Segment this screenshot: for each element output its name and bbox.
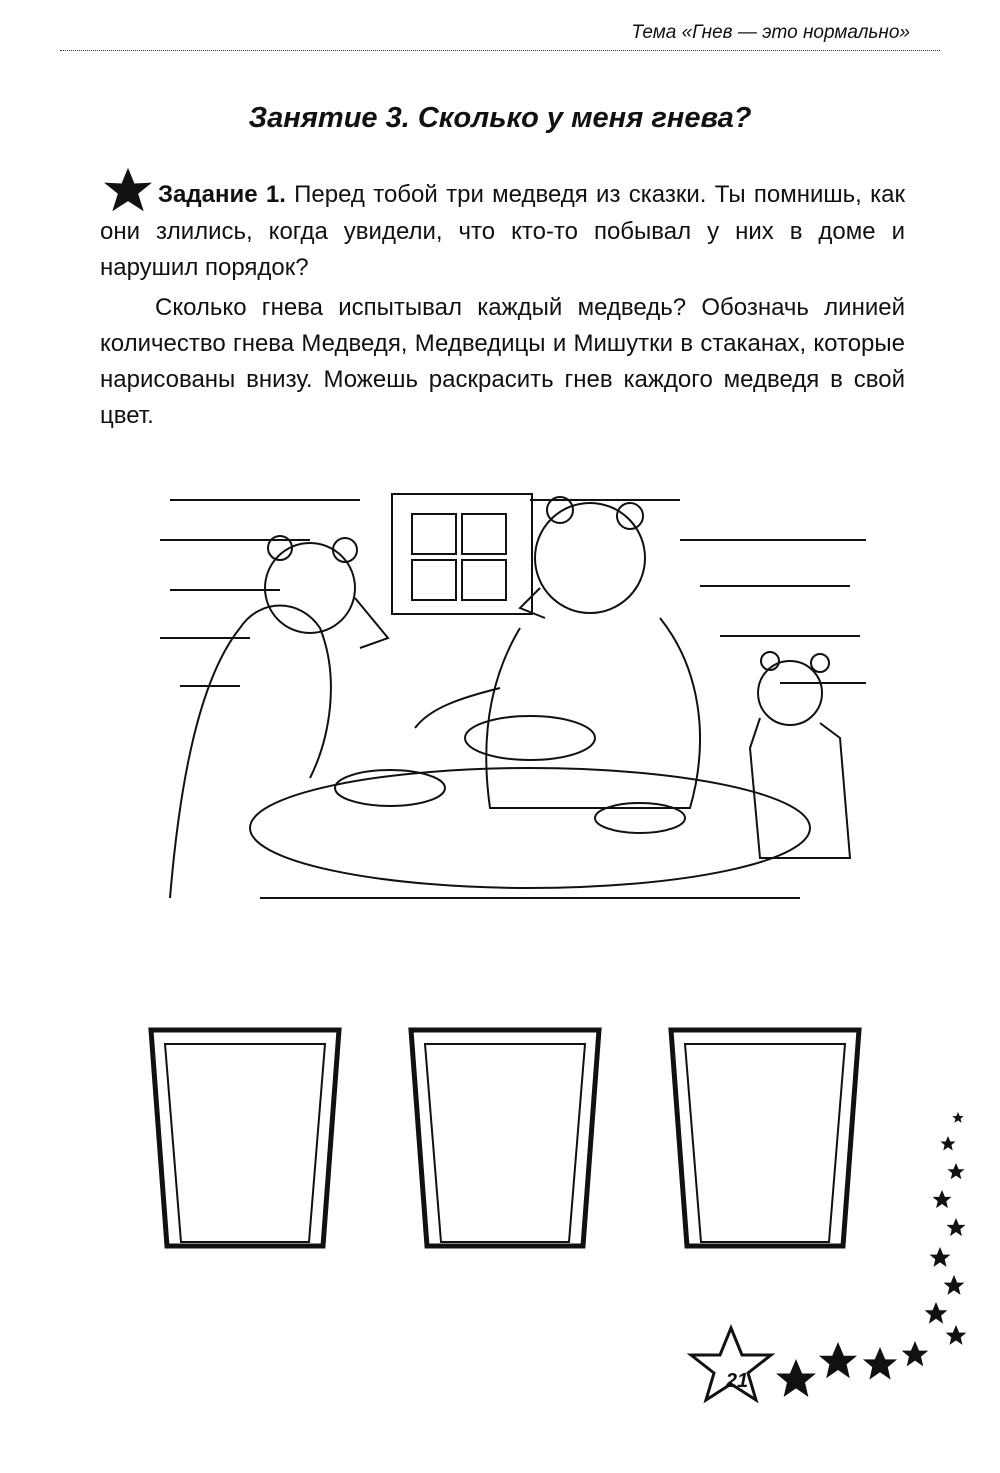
- decorative-stars: [680, 1100, 1000, 1473]
- task-instruction: Сколько гнева испытывал каждый медведь? Обозначь линией количество гнева Медведя, Медведицы и Мишутки в стаканах, которые нарисованы внизу. Можешь раскрасить гнев каждого медведя в свой цвет.: [100, 294, 905, 429]
- task-label: Задание 1.: [158, 181, 286, 208]
- star-icon: [100, 166, 156, 214]
- glass-icon: [405, 1022, 605, 1254]
- header-rule: [60, 50, 940, 51]
- task-intro: Перед тобой три медведя из сказки. Ты помнишь, как они злились, когда увидели, что кто-то побывал у них в доме и нарушил порядок?: [100, 181, 905, 281]
- three-bears-illustration: [160, 478, 866, 918]
- lesson-title: Занятие 3. Сколько у меня гнева?: [248, 102, 752, 134]
- glass-icon: [145, 1022, 345, 1254]
- task-intro-paragraph: [100, 166, 905, 286]
- task-block: [100, 166, 905, 434]
- page-number: 21: [725, 1370, 749, 1392]
- running-head: Тема «Гнев — это нормально»: [631, 22, 910, 43]
